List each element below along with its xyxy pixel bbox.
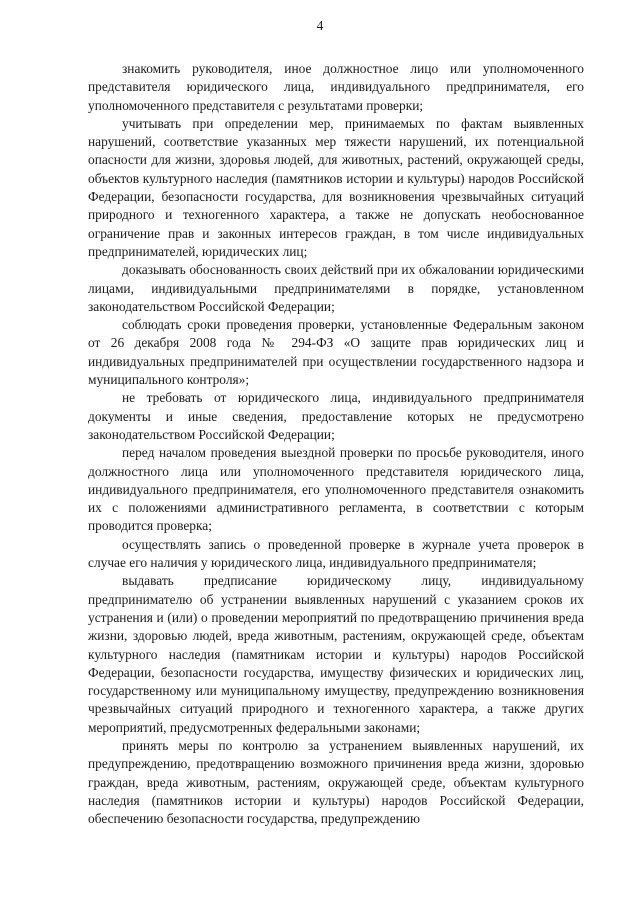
paragraph: выдавать предписание юридическому лицу, индивидуальному предпринимателю об устранении выявленных нарушений с указанием сроков их устранения и (или) о проведении мероприятий по предотвращению причинения вреда жизни, здоровью людей, вреда животным, растениям, окружающей среде, объектам культурного наследия (памятникам истории и культуры) народов Российской Федерации, безопасности государства, имуществу физических и юридических лиц, государственному или муниципальному имуществу, предупреждению возникновения чрезвычайных ситуаций природного и техногенного характера, а также других мероприятий, предусмотренных федеральными законами; (88, 573, 584, 735)
paragraph: доказывать обоснованность своих действий при их обжаловании юридическими лицами, индивидуальными предпринимателями в порядке, установленном законодательством Российской Федерации; (88, 262, 584, 314)
paragraph: осуществлять запись о проведенной проверке в журнале учета проверок в случае его наличия у юридического лица, индивидуального предпринимателя; (88, 536, 584, 571)
document-body (88, 60, 584, 828)
paragraph: перед началом проведения выездной проверки по просьбе руководителя, иного должностного лица или уполномоченного представителя юридического лица, индивидуального предпринимателя, его уполномоченного представителя ознакомить их с положениями административного регламента, в соответствии с которым проводится проверка; (88, 445, 584, 534)
paragraph: принять меры по контролю за устранением выявленных нарушений, их предупреждению, предотвращению возможного причинения вреда жизни, здоровью граждан, вреда животным, растениям, окружающей среде, объектам культурного наследия (памятников истории и культуры) народов Российской Федерации, обеспечению безопасности государства, предупреждению (88, 737, 584, 827)
paragraph: соблюдать сроки проведения проверки, установленные Федеральным законом от 26 декабря 2008 года № 294-ФЗ «О защите прав юридических лиц и индивидуальных предпринимателей при осуществлении государственного надзора и муниципального контроля»; (88, 317, 584, 388)
paragraph: учитывать при определении мер, принимаемых по фактам выявленных нарушений, соответствие указанных мер тяжести нарушений, их потенциальной опасности для жизни, здоровья людей, для животных, растений, окружающей среды, объектов культурного наследия (памятников истории и культуры) народов Российской Федерации, безопасности государства, для возникновения чрезвычайных ситуаций природного и техногенного характера, а также не допускать необоснованное ограничение прав и законных интересов граждан, в том числе индивидуальных предпринимателей, юридических лиц; (88, 115, 584, 259)
paragraph: знакомить руководителя, иное должностное лицо или уполномоченного представителя юридического лица, индивидуального предпринимателя, его уполномоченного представителя с результатами проверки; (88, 61, 584, 113)
page-number: 4 (316, 18, 324, 33)
paragraph: не требовать от юридического лица, индивидуального предпринимателя документы и иные сведения, предоставление которых не предусмотрено законодательством Российской Федерации; (88, 390, 584, 442)
